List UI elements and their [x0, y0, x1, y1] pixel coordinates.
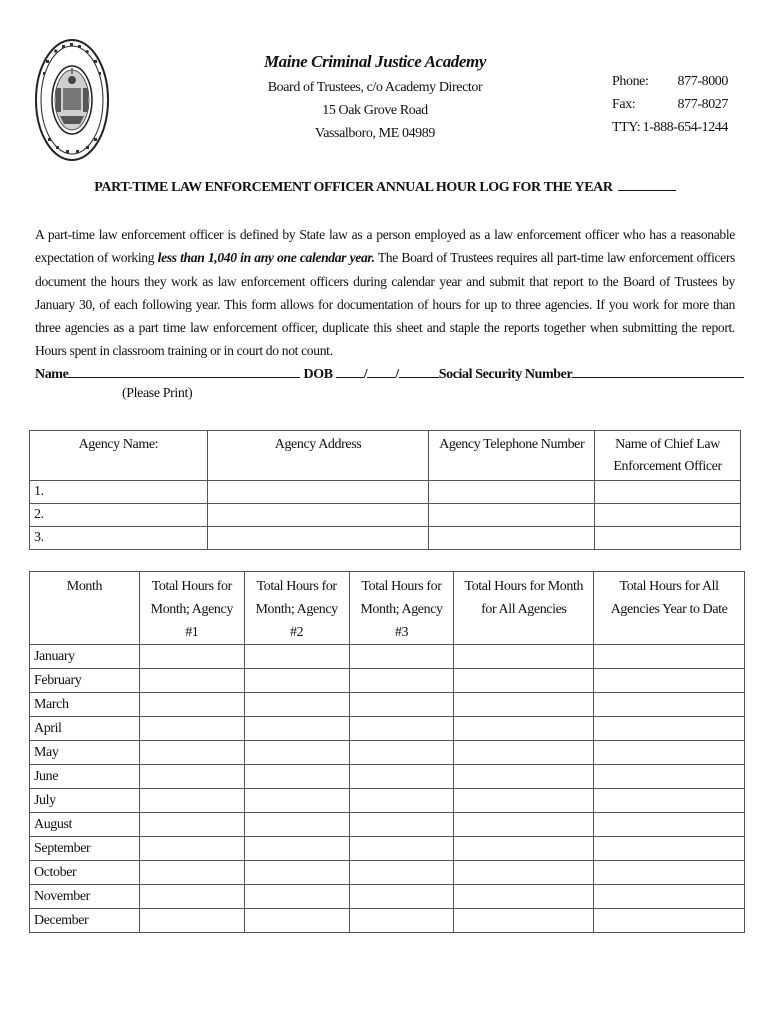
hours-cell[interactable] — [139, 717, 244, 741]
dob-day-field[interactable] — [367, 364, 395, 378]
ssn-label: Social Security Number — [438, 367, 573, 382]
hours-cell[interactable] — [139, 765, 244, 789]
hours-cell[interactable] — [244, 717, 349, 741]
agency3-hours-header: Total Hours for Month; Agency #3 — [349, 572, 454, 645]
table-row — [30, 717, 745, 741]
hours-cell[interactable] — [594, 885, 745, 909]
hours-cell[interactable] — [454, 885, 594, 909]
hours-cell[interactable] — [349, 717, 454, 741]
agency-phone-header: Agency Telephone Number — [429, 431, 595, 481]
academy-name: Maine Criminal Justice Academy — [263, 52, 487, 71]
table-row — [30, 789, 745, 813]
hours-cell[interactable] — [244, 645, 349, 669]
table-row — [30, 645, 745, 669]
hours-cell[interactable] — [244, 909, 349, 933]
form-title: PART-TIME LAW ENFORCEMENT OFFICER ANNUAL HOUR LOG FOR THE YEAR — [0, 178, 770, 196]
agency-table — [29, 430, 741, 550]
table-row — [30, 909, 745, 933]
hours-cell[interactable] — [349, 669, 454, 693]
address-line: Board of Trustees, c/o Academy Director — [267, 80, 483, 95]
agency-row-number[interactable]: 1. — [30, 481, 208, 504]
hours-cell[interactable] — [454, 645, 594, 669]
agency-row-number[interactable]: 2. — [30, 504, 208, 527]
hours-cell[interactable] — [594, 741, 745, 765]
chief-officer-cell[interactable] — [595, 504, 741, 527]
hours-cell[interactable] — [594, 765, 745, 789]
tty-value: 1-888-654-1244 — [642, 120, 728, 132]
personal-info-line: Name DOB / / Social Security Number — [35, 364, 735, 383]
hours-cell[interactable] — [244, 669, 349, 693]
hours-cell[interactable] — [454, 717, 594, 741]
hours-cell[interactable] — [594, 789, 745, 813]
fax-value: 877-8027 — [677, 97, 728, 112]
table-row — [30, 813, 745, 837]
name-label: Name — [35, 367, 69, 382]
hours-cell[interactable] — [594, 693, 745, 717]
hours-cell[interactable] — [139, 837, 244, 861]
table-row — [30, 741, 745, 765]
phone-label: Phone: — [612, 74, 649, 89]
hours-cell[interactable] — [454, 837, 594, 861]
hours-cell[interactable] — [349, 741, 454, 765]
hours-cell[interactable] — [349, 645, 454, 669]
hours-cell[interactable] — [139, 813, 244, 837]
month-cell: March — [30, 693, 140, 717]
dob-month-field[interactable] — [336, 364, 364, 378]
month-cell: July — [30, 789, 140, 813]
agency-phone-cell[interactable] — [429, 527, 595, 550]
hours-cell[interactable] — [139, 669, 244, 693]
agency-phone-cell[interactable] — [429, 481, 595, 504]
hours-cell[interactable] — [349, 861, 454, 885]
month-header: Month — [30, 572, 140, 645]
hours-cell[interactable] — [244, 741, 349, 765]
chief-officer-cell[interactable] — [595, 527, 741, 550]
month-cell: February — [30, 669, 140, 693]
fax-label: Fax: — [612, 97, 636, 112]
hours-cell[interactable] — [454, 861, 594, 885]
name-field[interactable] — [68, 364, 300, 378]
hours-cell[interactable] — [454, 741, 594, 765]
table-row — [30, 885, 745, 909]
address-line: Vassalboro, ME 04989 — [315, 126, 435, 141]
please-print-note: (Please Print) — [122, 386, 193, 401]
hours-cell[interactable] — [454, 693, 594, 717]
chief-officer-header: Name of Chief Law Enforcement Officer — [595, 431, 741, 481]
hours-table — [29, 571, 745, 933]
hours-cell[interactable] — [139, 741, 244, 765]
agency-address-cell[interactable] — [207, 527, 429, 550]
agency-row-number[interactable]: 3. — [30, 527, 208, 550]
hours-cell[interactable] — [594, 669, 745, 693]
hours-cell[interactable] — [139, 693, 244, 717]
agency-address-cell[interactable] — [207, 504, 429, 527]
month-cell: September — [30, 837, 140, 861]
hours-cell[interactable] — [349, 789, 454, 813]
chief-officer-cell[interactable] — [595, 481, 741, 504]
letterhead — [250, 52, 500, 145]
ssn-field[interactable] — [572, 364, 744, 378]
all-agencies-month-header: Total Hours for Month for All Agencies — [454, 572, 594, 645]
month-cell: June — [30, 765, 140, 789]
hours-cell[interactable] — [594, 645, 745, 669]
hours-cell[interactable] — [454, 789, 594, 813]
hours-cell[interactable] — [244, 789, 349, 813]
hours-cell[interactable] — [594, 837, 745, 861]
month-cell: November — [30, 885, 140, 909]
table-row — [30, 504, 741, 527]
intro-paragraph: A part-time law enforcement officer is defined by State law as a person employed as a law enforcement officer who has a reasonable expectation of working less than 1,040 in any one calendar year. The Board of Trustees requires all part-time law enforcement officers document the hours they work as law enforcement officers during calendar year and submit that report to the Board of Trustees by January 30, of each following year. This form allows for documentation of hours for up to three agencies. If you work for more than three agencies as a part time law enforcement officer, duplicate this sheet and staple the reports together when submitting the report. Hours spent in classroom training or in court do not count. — [35, 227, 735, 359]
month-cell: August — [30, 813, 140, 837]
hours-cell[interactable] — [139, 885, 244, 909]
hours-cell[interactable] — [594, 909, 745, 933]
hours-cell[interactable] — [349, 813, 454, 837]
hours-cell[interactable] — [244, 693, 349, 717]
hours-cell[interactable] — [454, 909, 594, 933]
dob-year-field[interactable] — [399, 364, 439, 378]
month-cell: December — [30, 909, 140, 933]
table-row — [30, 765, 745, 789]
hours-cell[interactable] — [139, 645, 244, 669]
agency-header-row — [30, 431, 741, 481]
month-cell: October — [30, 861, 140, 885]
hours-cell[interactable] — [244, 861, 349, 885]
hours-cell[interactable] — [139, 861, 244, 885]
agency2-hours-header: Total Hours for Month; Agency #2 — [244, 572, 349, 645]
hours-cell[interactable] — [454, 765, 594, 789]
year-blank[interactable] — [618, 178, 676, 191]
tty-label: TTY: — [612, 120, 641, 132]
hours-cell[interactable] — [349, 909, 454, 933]
table-row — [30, 693, 745, 717]
hours-cell[interactable] — [244, 765, 349, 789]
department-seal-logo — [34, 38, 110, 162]
hours-cell[interactable] — [594, 861, 745, 885]
month-cell: January — [30, 645, 140, 669]
contact-info — [612, 70, 728, 132]
hours-cell[interactable] — [349, 837, 454, 861]
agency1-hours-header: Total Hours for Month; Agency #1 — [139, 572, 244, 645]
dob-label: DOB — [303, 367, 333, 382]
hours-cell[interactable] — [244, 885, 349, 909]
hours-header-row — [30, 572, 745, 645]
month-cell: April — [30, 717, 140, 741]
table-row — [30, 861, 745, 885]
month-cell: May — [30, 741, 140, 765]
table-row — [30, 481, 741, 504]
agency-address-cell[interactable] — [207, 481, 429, 504]
year-to-date-header: Total Hours for All Agencies Year to Date — [594, 572, 745, 645]
hours-cell[interactable] — [594, 813, 745, 837]
hours-cell[interactable] — [139, 789, 244, 813]
agency-address-header: Agency Address — [207, 431, 429, 481]
hours-cell[interactable] — [139, 909, 244, 933]
agency-phone-cell[interactable] — [429, 504, 595, 527]
hours-cell[interactable] — [454, 669, 594, 693]
intro-emphasis: less than 1,040 in any one calendar year. — [157, 250, 375, 266]
address-line: 15 Oak Grove Road — [322, 103, 428, 118]
phone-value: 877-8000 — [677, 74, 728, 89]
hours-cell[interactable] — [244, 813, 349, 837]
table-row — [30, 837, 745, 861]
table-row — [30, 527, 741, 550]
hours-cell[interactable] — [349, 885, 454, 909]
hours-cell[interactable] — [244, 837, 349, 861]
table-row — [30, 669, 745, 693]
agency-name-header: Agency Name: — [30, 431, 208, 481]
hours-cell[interactable] — [454, 813, 594, 837]
hours-cell[interactable] — [594, 717, 745, 741]
hours-cell[interactable] — [349, 693, 454, 717]
hours-cell[interactable] — [349, 765, 454, 789]
